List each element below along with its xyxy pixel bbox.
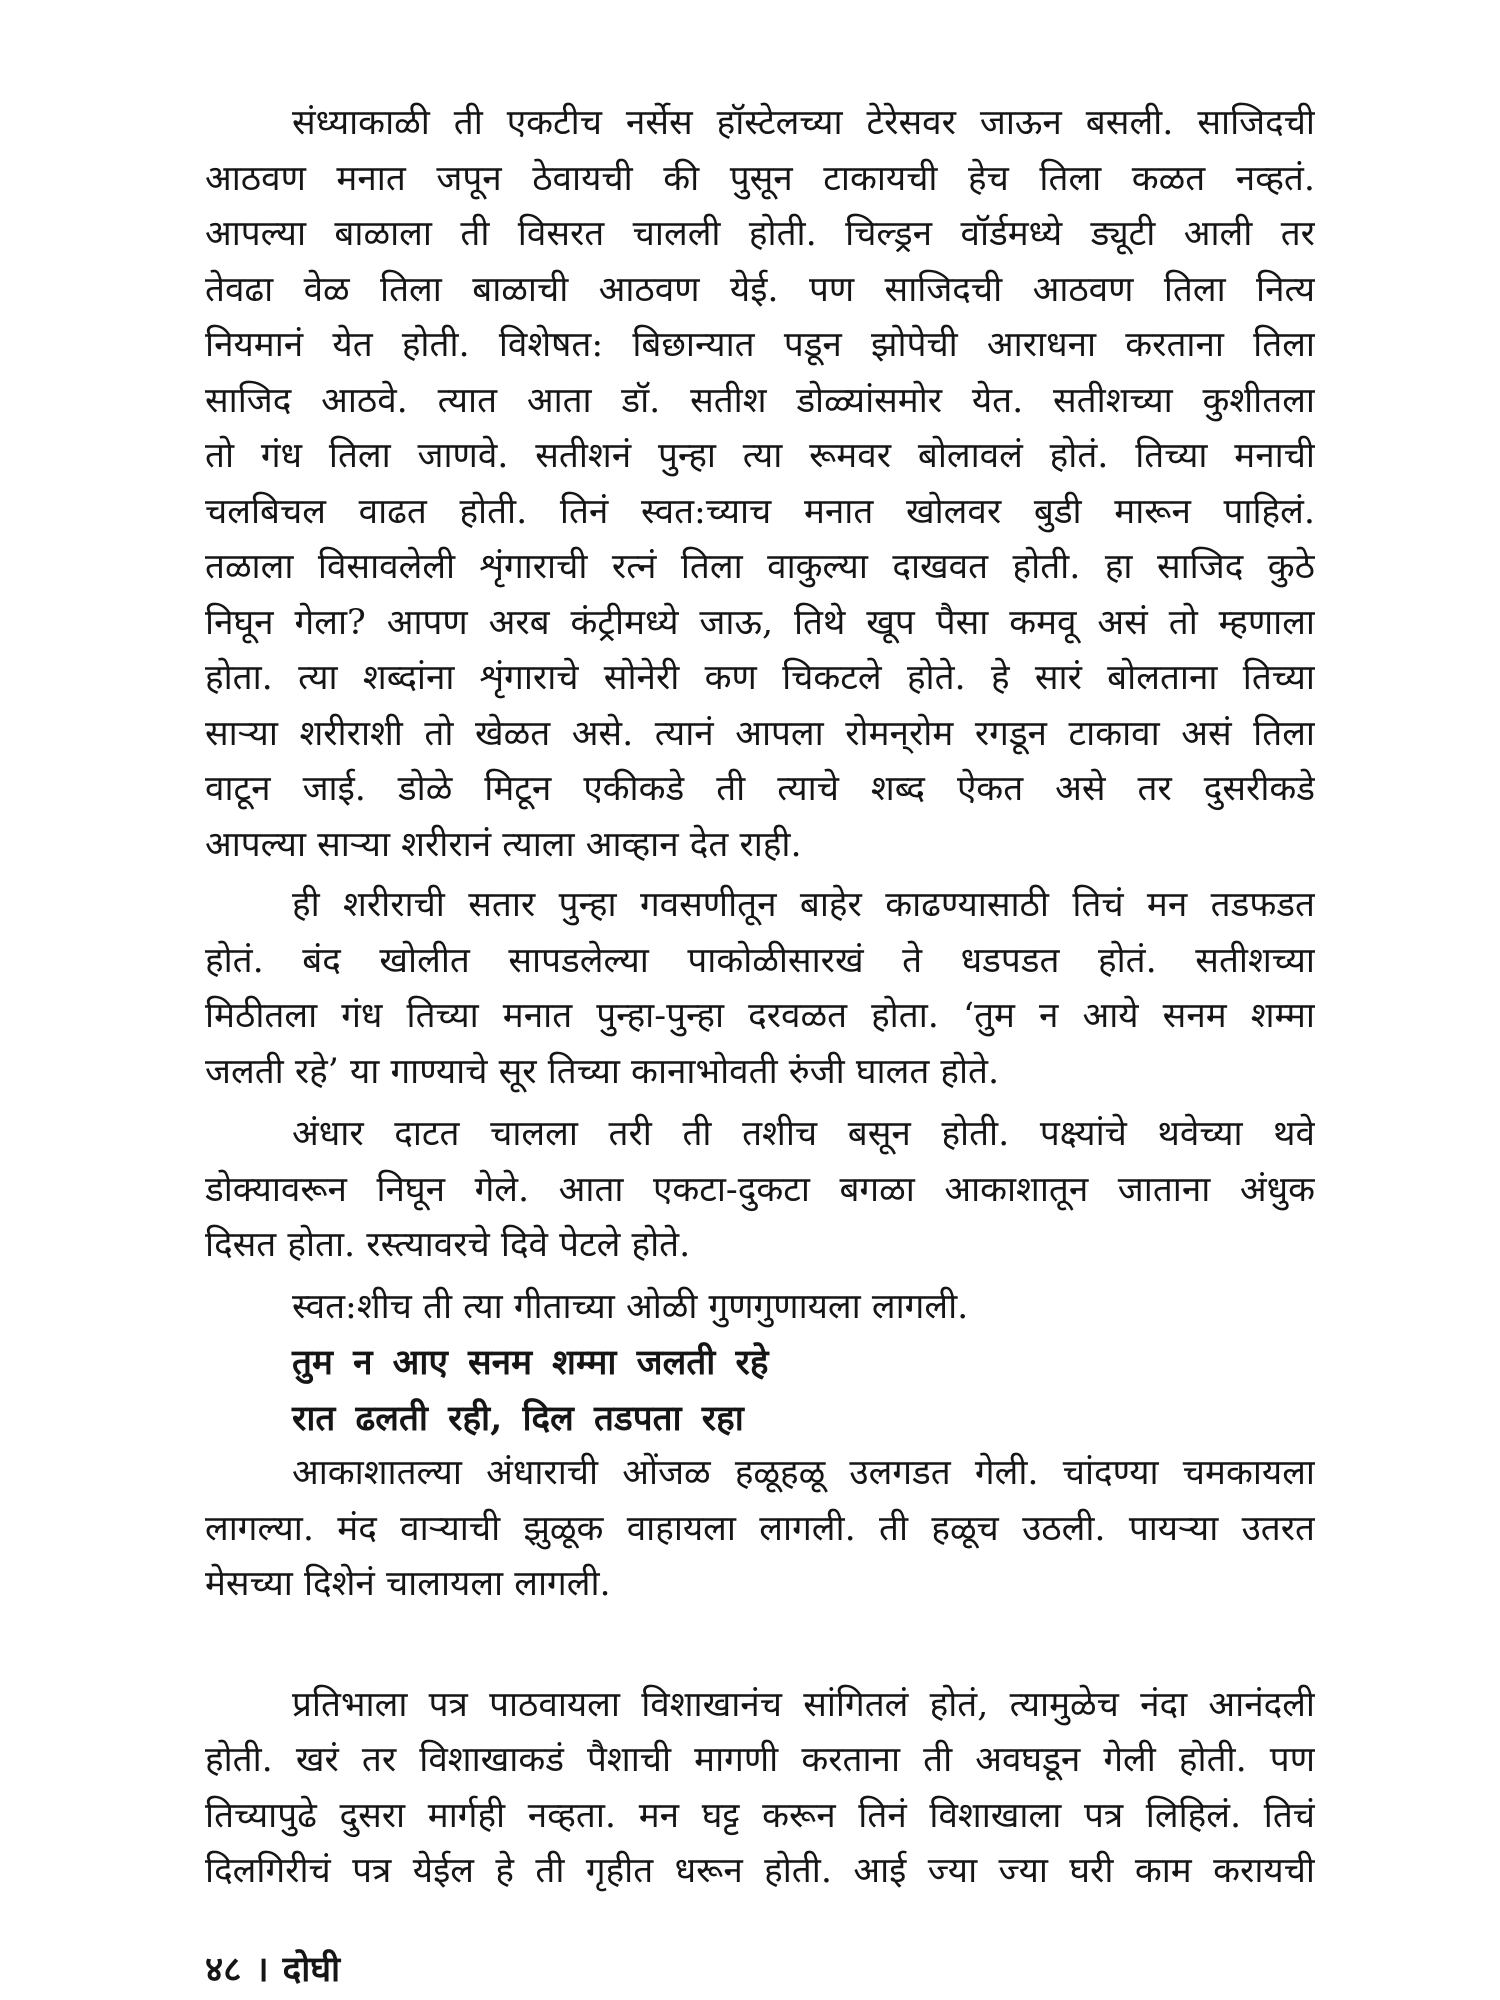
text-line: संध्याकाळी ती एकटीच नर्सेस हॉस्टेलच्या टेरेसवर जाऊन बसली. साजिदची bbox=[292, 103, 1315, 143]
song-line: रात ढलती रही, दिल तडपता रहा bbox=[292, 1397, 744, 1439]
text-line: निघून गेला? आपण अरब कंट्रीमध्ये जाऊ, तिथे खूप पैसा कमवू असं तो म्हणाला bbox=[205, 602, 1315, 643]
text-line: आपल्या बाळाला ती विसरत चालली होती. चिल्ड्रन वॉर्डमध्ये ड्यूटी आली तर bbox=[205, 214, 1315, 254]
paragraph bbox=[205, 878, 1315, 1100]
text-line: मेसच्या दिशेनं चालायला लागली. bbox=[205, 1564, 611, 1604]
text-line: स्वत:शीच ती त्या गीताच्या ओळी गुणगुणायला लागली. bbox=[292, 1286, 969, 1327]
paragraph bbox=[205, 1446, 1315, 1613]
song-lyrics bbox=[205, 1335, 1315, 1446]
text-line: नियमानं येत होती. विशेषत: बिछान्यात पडून झोपेची आराधना करताना तिला bbox=[205, 325, 1315, 365]
text-line: तेवढा वेळ तिला बाळाची आठवण येई. पण साजिदची आठवण तिला नित्य bbox=[205, 269, 1315, 310]
footer-separator: । bbox=[255, 1949, 269, 1990]
text-line: तो गंध तिला जाणवे. सतीशनं पुन्हा त्या रूमवर बोलावलं होतं. तिच्या मनाची bbox=[205, 436, 1315, 476]
paragraph bbox=[205, 96, 1315, 873]
text-line: होता. त्या शब्दांना शृंगाराचे सोनेरी कण चिकटले होते. हे सारं बोलताना तिच्या bbox=[205, 658, 1315, 698]
text-line: डोक्यावरून निघून गेले. आता एकटा-दुकटा बगळा आकाशातून जाताना अंधुक bbox=[205, 1169, 1315, 1210]
paragraph bbox=[205, 1107, 1315, 1274]
text-line: तिच्यापुढे दुसरा मार्गही नव्हता. मन घट्ट करून तिनं विशाखाला पत्र लिहिलं. तिचं bbox=[205, 1795, 1315, 1836]
page-number: ४८ bbox=[205, 1949, 242, 1990]
text-line: होतं. बंद खोलीत सापडलेल्या पाकोळीसारखं ते धडपडत होतं. सतीशच्या bbox=[205, 940, 1315, 981]
text-line: ही शरीराची सतार पुन्हा गवसणीतून बाहेर काढण्यासाठी तिचं मन तडफडत bbox=[292, 885, 1315, 925]
text-line: दिसत होता. रस्त्यावरचे दिवे पेटले होते. bbox=[205, 1225, 691, 1265]
text-line: आकाशातल्या अंधाराची ओंजळ हळूहळू उलगडत गेली. चांदण्या चमकायला bbox=[292, 1453, 1315, 1493]
text-line: वाटून जाई. डोळे मिटून एकीकडे ती त्याचे शब्द ऐकत असे तर दुसरीकडे bbox=[205, 769, 1315, 809]
text-line: साजिद आठवे. त्यात आता डॉ. सतीश डोळ्यांसमोर येत. सतीशच्या कुशीतला bbox=[205, 380, 1315, 421]
text-line: होती. खरं तर विशाखाकडं पैशाची मागणी करताना ती अवघडून गेली होती. पण bbox=[205, 1740, 1315, 1780]
text-line: साऱ्या शरीराशी तो खेळत असे. त्यानं आपला रोमन्‌रोम रगडून टाकावा असं तिला bbox=[205, 713, 1315, 754]
text-line: अंधार दाटत चालला तरी ती तशीच बसून होती. पक्ष्यांचे थवेच्या थवे bbox=[292, 1114, 1315, 1154]
page-body-text bbox=[205, 96, 1315, 1900]
text-line: दिलगिरीचं पत्र येईल हे ती गृहीत धरून होती. आई ज्या ज्या घरी काम करायची bbox=[205, 1851, 1315, 1891]
text-line: आठवण मनात जपून ठेवायची की पुसून टाकायची हेच तिला कळत नव्हतं. bbox=[205, 158, 1315, 199]
text-line: मिठीतला गंध तिच्या मनात पुन्हा-पुन्हा दरवळत होता. ‘तुम न आये सनम शम्मा bbox=[205, 996, 1315, 1036]
song-line: तुम न आए सनम शम्मा जलती रहे bbox=[292, 1342, 769, 1383]
text-line: जलती रहे’ या गाण्याचे सूर तिच्या कानाभोवती रुंजी घालत होते. bbox=[205, 1051, 1000, 1092]
text-line: आपल्या साऱ्या शरीरानं त्याला आव्हान देत राही. bbox=[205, 824, 802, 865]
text-line: चलबिचल वाढत होती. तिनं स्वत:च्याच मनात खोलवर बुडी मारून पाहिलं. bbox=[205, 491, 1315, 532]
paragraph bbox=[205, 1280, 1315, 1336]
paragraph bbox=[205, 1678, 1315, 1900]
book-title: दोघी bbox=[282, 1949, 341, 1990]
text-line: लागल्या. मंद वाऱ्याची झुळूक वाहायला लागली. ती हळूच उठली. पायऱ्या उतरत bbox=[205, 1508, 1315, 1549]
page-footer bbox=[205, 1948, 354, 1992]
text-line: तळाला विसावलेली शृंगाराची रत्नं तिला वाकुल्या दाखवत होती. हा साजिद कुठे bbox=[205, 547, 1315, 587]
text-line: प्रतिभाला पत्र पाठवायला विशाखानंच सांगितलं होतं, त्यामुळेच नंदा आनंदली bbox=[292, 1684, 1315, 1725]
